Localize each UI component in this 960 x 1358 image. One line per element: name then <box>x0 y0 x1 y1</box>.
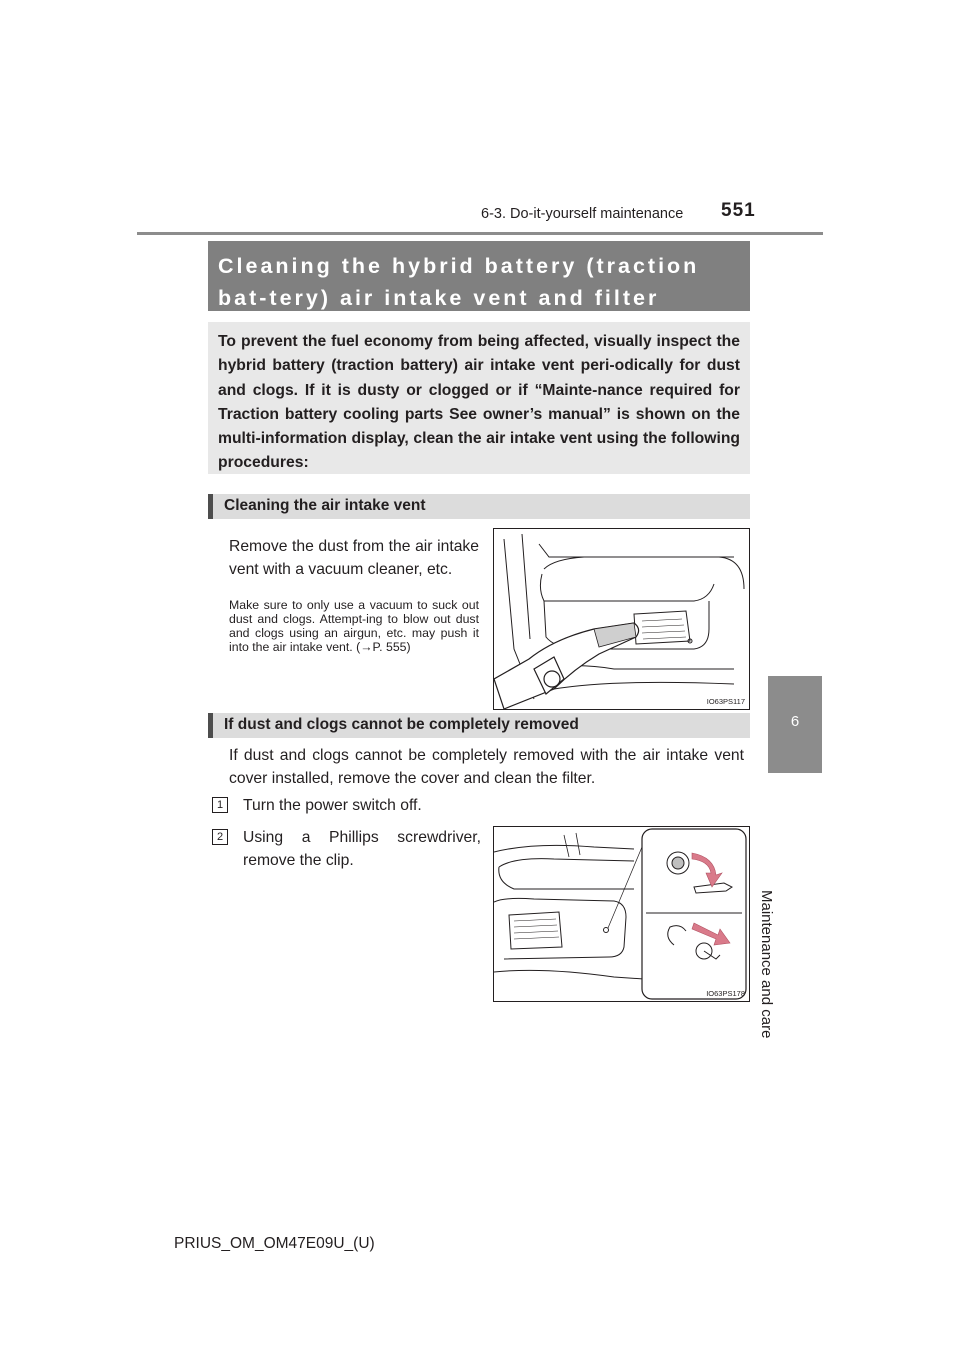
footer-document-code: PRIUS_OM_OM47E09U_(U) <box>174 1235 375 1252</box>
section-heading-cleaning: Cleaning the air intake vent <box>208 494 750 519</box>
page-number: 551 <box>721 200 756 221</box>
step-text-1: Turn the power switch off. <box>243 797 422 814</box>
step-number-1: 1 <box>212 797 228 813</box>
chapter-tab-number: 6 <box>790 713 800 730</box>
step-number-2: 2 <box>212 829 228 845</box>
figure-label: IO63PS178 <box>706 989 745 998</box>
vacuum-illustration <box>494 529 749 709</box>
section1-note: Make sure to only use a vacuum to suck out dust and clogs. Attempt-ing to blow out dust and clogs using an airgun, etc. may push it into the air intake vent. (→P. 555) <box>229 598 479 654</box>
section-heading-not-removed: If dust and clogs cannot be completely removed <box>208 713 750 738</box>
figure-remove-clip <box>493 826 750 1002</box>
clip-removal-illustration <box>494 827 749 1001</box>
page-title: Cleaning the hybrid battery (traction bat-tery) air intake vent and filter <box>218 254 700 310</box>
section1-body: Remove the dust from the air intake vent with a vacuum cleaner, etc. <box>229 538 479 578</box>
header-rule <box>137 232 823 235</box>
figure-vacuum-cleaning <box>493 528 750 710</box>
step-text-2: Using a Phillips screwdriver, remove the clip. <box>243 829 481 869</box>
section-reference: 6-3. Do-it-yourself maintenance <box>481 206 684 222</box>
section2-body: If dust and clogs cannot be completely removed with the air intake vent cover installed, remove the cover and clean the filter. <box>229 747 744 787</box>
figure-label: IO63PS117 <box>706 697 745 706</box>
chapter-side-label: Maintenance and care <box>758 890 775 1039</box>
intro-text: To prevent the fuel economy from being affected, visually inspect the hybrid battery (traction battery) air intake vent peri-odically for dust and clogs. If it is dusty or clogged or if “Mainte-nance required for Traction battery cooling parts See owner’s manual” is shown on the multi-information display, clean the air intake vent using the following procedures: <box>218 333 740 472</box>
